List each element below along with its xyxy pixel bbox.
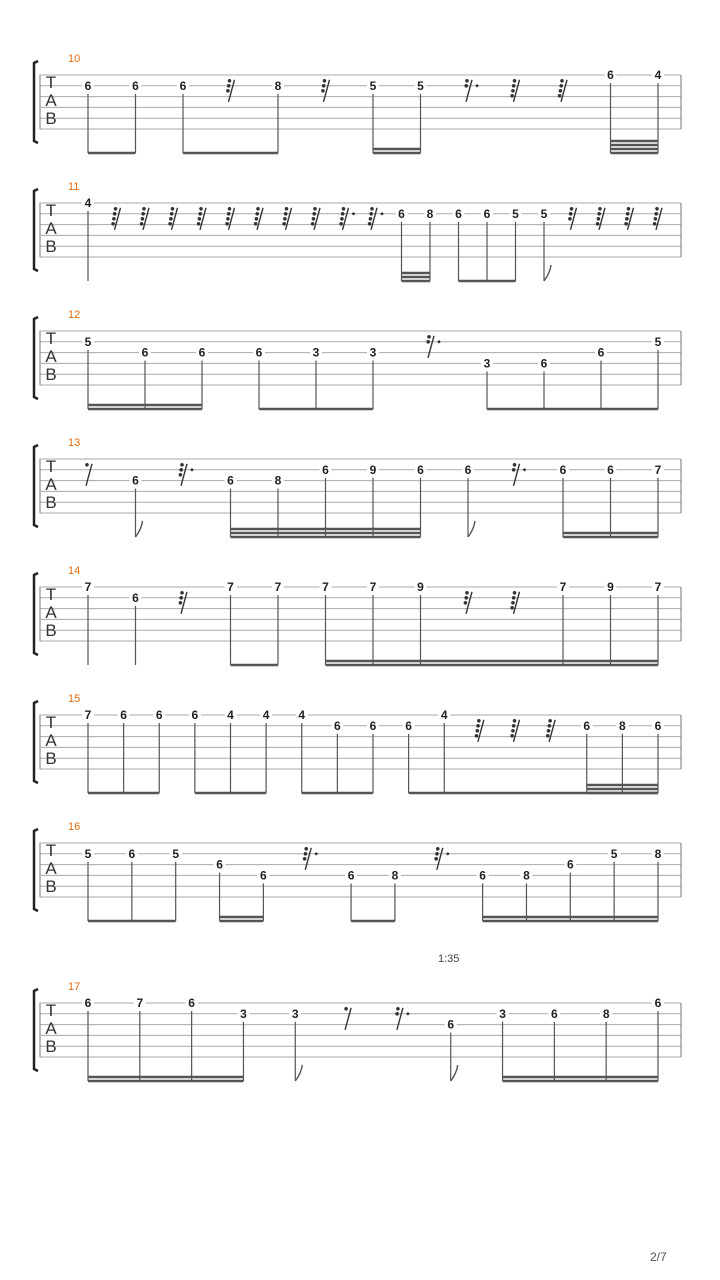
- tab-clef-letter: A: [45, 91, 57, 110]
- rest-dot-head: [323, 79, 327, 83]
- rest-dot-head: [596, 222, 600, 226]
- rest-dot-head: [558, 94, 562, 98]
- rest-dot-head: [511, 729, 515, 733]
- rest-dot-head: [282, 222, 286, 226]
- tab-clef-letter: B: [45, 877, 57, 896]
- rest-16-dotted: [512, 463, 526, 486]
- tab-clef-letter: B: [45, 1037, 57, 1056]
- rest-dot-head: [341, 212, 345, 216]
- note-flag: [136, 521, 143, 537]
- tab-clef-letter: B: [45, 749, 57, 768]
- system-bracket: [34, 829, 38, 911]
- rest-64: [475, 719, 484, 742]
- rest-8: [344, 1007, 351, 1030]
- fret-number: 6: [334, 718, 341, 733]
- rest-dot-head: [303, 857, 307, 861]
- fret-number: 6: [607, 462, 614, 477]
- fret-number: 3: [312, 345, 320, 360]
- fret-number: 7: [654, 462, 662, 477]
- fret-number: 6: [132, 473, 139, 488]
- rest-64: [624, 207, 633, 230]
- rest-dot-head: [228, 79, 232, 83]
- rest-64: [510, 591, 519, 614]
- fret-number: 3: [483, 356, 491, 371]
- tab-clef-letter: A: [45, 1019, 57, 1038]
- rest-dot-head: [475, 729, 479, 733]
- fret-number: 3: [499, 1006, 506, 1021]
- tab-clef-letter: B: [45, 493, 57, 512]
- rest-dot-head: [510, 606, 514, 610]
- rest-dot-head: [227, 212, 231, 216]
- fret-number: 6: [464, 462, 472, 477]
- rest-dot-head: [180, 463, 184, 467]
- fret-number: 7: [227, 580, 234, 594]
- rest-64-dotted: [368, 207, 384, 230]
- fret-number: 6: [155, 708, 163, 722]
- tab-system-17: [34, 981, 681, 1081]
- measure-number: 17: [68, 981, 81, 993]
- rest-dot-head: [339, 222, 343, 226]
- fret-number: 7: [654, 580, 662, 594]
- fret-number: 6: [120, 708, 127, 722]
- rest-dot-head: [312, 217, 316, 221]
- rest-dot-head: [180, 591, 184, 595]
- fret-number: 6: [654, 718, 662, 733]
- rest-dot-head: [311, 222, 315, 226]
- rest-dot-head: [198, 212, 202, 216]
- fret-number: 6: [141, 345, 149, 360]
- page-number: 2/7: [650, 1250, 667, 1264]
- rest-32: [321, 79, 329, 102]
- rest-64: [510, 719, 519, 742]
- rest-dot-head: [597, 212, 601, 216]
- rest-dot-head: [626, 212, 630, 216]
- fret-number: 6: [447, 1017, 455, 1032]
- rest-dot-head: [559, 89, 563, 93]
- fret-number: 6: [198, 345, 206, 360]
- fret-number: 6: [369, 718, 377, 733]
- fret-number: 4: [227, 708, 234, 722]
- rest-dot-head: [426, 340, 430, 344]
- measure-number: 16: [68, 821, 81, 833]
- rest-dot-head: [427, 335, 431, 339]
- rest-augmentation-dot: [523, 468, 526, 471]
- tab-clef-letter: A: [45, 603, 57, 622]
- measure-number: 10: [68, 53, 81, 65]
- fret-number: 5: [84, 334, 92, 349]
- rest-dot-head: [322, 84, 326, 88]
- tab-system-14: [34, 565, 681, 665]
- fret-number: 6: [398, 206, 405, 221]
- fret-number: 6: [132, 590, 139, 605]
- rest-dot-head: [321, 89, 325, 93]
- rest-dot-head: [199, 207, 203, 211]
- fret-number: 8: [391, 868, 399, 883]
- rest-dot-head: [285, 207, 289, 211]
- system-bracket: [34, 989, 38, 1071]
- rest-dot-head: [464, 84, 468, 88]
- fret-number: 6: [483, 206, 491, 221]
- rest-dot-head: [568, 217, 572, 221]
- rest-dot-head: [312, 212, 316, 216]
- rest-dot-head: [512, 468, 516, 472]
- fret-number: 6: [84, 996, 92, 1010]
- fret-number: 4: [298, 708, 306, 722]
- rest-dot-head: [513, 591, 517, 595]
- note-flag: [451, 1065, 458, 1081]
- fret-number: 7: [369, 580, 377, 594]
- fret-number: 5: [172, 846, 180, 861]
- tab-clef-letter: T: [45, 1001, 57, 1020]
- rest-dot-head: [569, 212, 573, 216]
- fret-number: 6: [654, 996, 662, 1010]
- system-bracket: [34, 701, 38, 783]
- fret-number: 8: [523, 868, 530, 883]
- rest-dot-head: [179, 468, 183, 472]
- rest-dot-head: [142, 207, 146, 211]
- rest-64: [653, 207, 662, 230]
- fret-number: 5: [540, 206, 548, 221]
- fret-number: 3: [369, 345, 377, 360]
- rest-dot-head: [546, 734, 550, 738]
- rest-dot-head: [168, 222, 172, 226]
- measure-number: 12: [68, 309, 81, 321]
- rest-dot-head: [198, 217, 202, 221]
- rest-dot-head: [227, 84, 231, 88]
- rest-dot-head: [512, 596, 516, 600]
- fret-number: 8: [426, 206, 434, 221]
- rest-dot-head: [179, 601, 183, 605]
- tab-clef-letter: A: [45, 219, 57, 238]
- rest-64: [311, 207, 320, 230]
- rest-augmentation-dot: [381, 212, 384, 215]
- rest-64: [546, 719, 555, 742]
- tab-system-12: [34, 309, 681, 409]
- fret-number: 8: [619, 718, 626, 733]
- rest-augmentation-dot: [352, 212, 355, 215]
- fret-number: 6: [191, 708, 199, 722]
- tab-system-16: [34, 821, 681, 921]
- rest-64: [510, 79, 519, 102]
- rest-dot-head: [570, 207, 574, 211]
- system-bracket: [34, 189, 38, 271]
- rest-64: [558, 79, 567, 102]
- rest-augmentation-dot: [446, 852, 449, 855]
- fret-number: 7: [136, 996, 144, 1010]
- rest-dot-head: [179, 596, 183, 600]
- fret-number: 8: [602, 1006, 610, 1021]
- tab-clef-letter: T: [45, 713, 57, 732]
- fret-number: 6: [128, 846, 136, 861]
- rest-dot-head: [560, 79, 564, 83]
- fret-number: 3: [240, 1006, 247, 1021]
- rest-dot-head: [369, 212, 373, 216]
- rest-16-dotted: [395, 1007, 409, 1030]
- rest-stem: [86, 464, 92, 486]
- rest-dot-head: [513, 79, 517, 83]
- tab-clef-letter: T: [45, 73, 57, 92]
- fret-number: 9: [607, 580, 614, 594]
- rest-dot-head: [653, 222, 657, 226]
- fret-number: 5: [654, 334, 662, 349]
- rest-64: [111, 207, 120, 230]
- fret-number: 6: [405, 718, 412, 733]
- rest-dot-head: [85, 463, 89, 467]
- tab-clef-letter: B: [45, 365, 57, 384]
- rest-stem: [428, 336, 434, 358]
- tab-system-13: [34, 437, 681, 537]
- rest-dot-head: [512, 84, 516, 88]
- rest-dot-head: [434, 857, 438, 861]
- rest-32-dotted: [434, 847, 449, 870]
- rest-dot-head: [225, 222, 229, 226]
- rest-dot-head: [625, 217, 629, 221]
- rest-dot-head: [283, 217, 287, 221]
- measure-number: 15: [68, 693, 81, 705]
- tab-clef-letter: T: [45, 329, 57, 348]
- tab-clef-letter: T: [45, 457, 57, 476]
- rest-dot-head: [465, 79, 469, 83]
- fret-number: 6: [417, 462, 424, 477]
- system-bracket: [34, 317, 38, 399]
- rest-32: [179, 591, 187, 614]
- note-flag: [544, 265, 551, 281]
- tab-system-15: [34, 693, 681, 793]
- rest-dot-head: [547, 729, 551, 733]
- tab-clef-letter: T: [45, 201, 57, 220]
- fret-number: 4: [440, 708, 448, 722]
- fret-number: 6: [255, 345, 263, 360]
- fret-number: 6: [322, 462, 329, 477]
- rest-16-dotted: [426, 335, 440, 358]
- timestamp-label: 1:35: [438, 953, 460, 965]
- rest-dot-head: [476, 724, 480, 728]
- rest-64: [197, 207, 206, 230]
- rest-64: [254, 207, 263, 230]
- tab-system-11: [34, 181, 681, 281]
- rest-dot-head: [179, 473, 183, 477]
- rest-64: [225, 207, 234, 230]
- fret-number: 5: [610, 846, 618, 861]
- rest-dot-head: [169, 217, 173, 221]
- rest-dot-head: [226, 89, 230, 93]
- fret-number: 4: [84, 196, 92, 210]
- fret-number: 6: [260, 868, 267, 883]
- fret-number: 9: [369, 462, 377, 477]
- fret-number: 8: [274, 473, 282, 488]
- fret-number: 6: [583, 718, 591, 733]
- fret-number: 6: [347, 868, 355, 883]
- rest-dot-head: [510, 734, 514, 738]
- fret-number: 6: [132, 78, 139, 93]
- measure-number: 13: [68, 437, 81, 449]
- measure-number: 11: [68, 181, 80, 193]
- rest-dot-head: [141, 217, 145, 221]
- rest-stem: [514, 464, 520, 486]
- rest-dot-head: [510, 94, 514, 98]
- rest-dot-head: [256, 207, 260, 211]
- fret-number: 6: [216, 857, 223, 872]
- rest-dot-head: [140, 222, 144, 226]
- rest-32: [226, 79, 234, 102]
- system-bracket: [34, 61, 38, 143]
- fret-number: 7: [322, 580, 329, 594]
- rest-dot-head: [344, 1007, 348, 1011]
- rest-64-dotted: [339, 207, 355, 230]
- rest-dot-head: [513, 719, 517, 723]
- tab-system-10: [34, 53, 681, 153]
- rest-64: [282, 207, 291, 230]
- rest-dot-head: [368, 222, 372, 226]
- system-bracket: [34, 573, 38, 655]
- fret-number: 6: [188, 996, 195, 1010]
- fret-number: 6: [227, 473, 234, 488]
- fret-number: 6: [551, 1006, 558, 1021]
- rest-dot-head: [654, 217, 658, 221]
- rest-dot-head: [465, 591, 469, 595]
- rest-dot-head: [304, 852, 308, 856]
- rest-dot-head: [513, 463, 517, 467]
- rest-dot-head: [598, 207, 602, 211]
- fret-number: 6: [566, 857, 574, 872]
- fret-number: 6: [540, 356, 548, 371]
- rest-dot-head: [597, 217, 601, 221]
- rest-dot-head: [511, 601, 515, 605]
- rest-64: [596, 207, 605, 230]
- rest-dot-head: [254, 222, 258, 226]
- rest-dot-head: [171, 207, 175, 211]
- rest-dot-head: [342, 207, 346, 211]
- rest-dot-head: [654, 212, 658, 216]
- rest-dot-head: [627, 207, 631, 211]
- rest-dot-head: [112, 217, 116, 221]
- rest-32-dotted: [179, 463, 194, 486]
- rest-dot-head: [304, 847, 308, 851]
- measure-number: 14: [68, 565, 81, 577]
- rest-dot-head: [477, 719, 481, 723]
- fret-number: 6: [479, 868, 486, 883]
- system-bracket: [34, 445, 38, 527]
- fret-number: 8: [654, 846, 662, 861]
- rest-dot-head: [435, 852, 439, 856]
- fret-number: 6: [179, 78, 187, 93]
- rest-augmentation-dot: [315, 852, 318, 855]
- fret-number: 9: [417, 580, 424, 594]
- rest-dot-head: [436, 847, 440, 851]
- fret-number: 3: [291, 1006, 299, 1021]
- rest-dot-head: [369, 217, 373, 221]
- rest-dot-head: [113, 212, 117, 216]
- rest-stem: [397, 1008, 403, 1030]
- fret-number: 4: [654, 68, 662, 82]
- rest-augmentation-dot: [476, 84, 479, 87]
- rest-augmentation-dot: [438, 340, 441, 343]
- fret-number: 7: [84, 708, 92, 722]
- tab-clef-letter: B: [45, 237, 57, 256]
- rest-32-dotted: [303, 847, 318, 870]
- tab-clef-letter: B: [45, 621, 57, 640]
- tab-clef-letter: A: [45, 347, 57, 366]
- fret-number: 7: [559, 580, 567, 594]
- fret-number: 5: [417, 78, 424, 93]
- rest-dot-head: [370, 207, 374, 211]
- rest-stem: [466, 80, 472, 102]
- rest-dot-head: [114, 207, 118, 211]
- tab-clef-letter: T: [45, 585, 57, 604]
- fret-number: 7: [274, 580, 282, 594]
- rest-8: [85, 463, 92, 486]
- rest-stem: [345, 1008, 351, 1030]
- rest-32: [464, 591, 472, 614]
- rest-dot-head: [313, 207, 317, 211]
- rest-dot-head: [197, 222, 201, 226]
- tab-clef-letter: B: [45, 109, 57, 128]
- rest-dot-head: [548, 724, 552, 728]
- tab-clef-letter: A: [45, 731, 57, 750]
- rest-dot-head: [340, 217, 344, 221]
- fret-number: 5: [369, 78, 377, 93]
- rest-64: [168, 207, 177, 230]
- note-flag: [468, 521, 475, 537]
- rest-dot-head: [559, 84, 563, 88]
- fret-number: 4: [262, 708, 270, 722]
- rest-augmentation-dot: [407, 1012, 410, 1015]
- rest-32: [568, 207, 576, 230]
- rest-dot-head: [226, 217, 230, 221]
- tab-clef-letter: T: [45, 841, 57, 860]
- rest-dot-head: [548, 719, 552, 723]
- fret-number: 8: [274, 78, 282, 93]
- rest-dot-head: [464, 596, 468, 600]
- fret-number: 5: [512, 206, 519, 221]
- tab-clef-letter: A: [45, 859, 57, 878]
- rest-dot-head: [464, 601, 468, 605]
- fret-number: 7: [84, 580, 92, 594]
- rest-dot-head: [511, 89, 515, 93]
- rest-dot-head: [255, 212, 259, 216]
- rest-dot-head: [170, 212, 174, 216]
- fret-number: 5: [84, 846, 92, 861]
- rest-augmentation-dot: [191, 468, 194, 471]
- fret-number: 6: [607, 68, 614, 82]
- rest-dot-head: [396, 1007, 400, 1011]
- rest-dot-head: [284, 212, 288, 216]
- note-flag: [295, 1065, 302, 1081]
- rest-dot-head: [141, 212, 145, 216]
- rest-dot-head: [255, 217, 259, 221]
- rest-dot-head: [475, 734, 479, 738]
- fret-number: 6: [597, 345, 605, 360]
- rest-16-dotted: [464, 79, 478, 102]
- rest-dot-head: [111, 222, 115, 226]
- tab-clef-letter: A: [45, 475, 57, 494]
- rest-dot-head: [395, 1012, 399, 1016]
- rest-64: [140, 207, 149, 230]
- fret-number: 6: [559, 462, 567, 477]
- rest-dot-head: [655, 207, 659, 211]
- fret-number: 6: [84, 78, 92, 93]
- fret-number: 6: [455, 206, 462, 221]
- rest-dot-head: [512, 724, 516, 728]
- rest-dot-head: [228, 207, 232, 211]
- rest-dot-head: [624, 222, 628, 226]
